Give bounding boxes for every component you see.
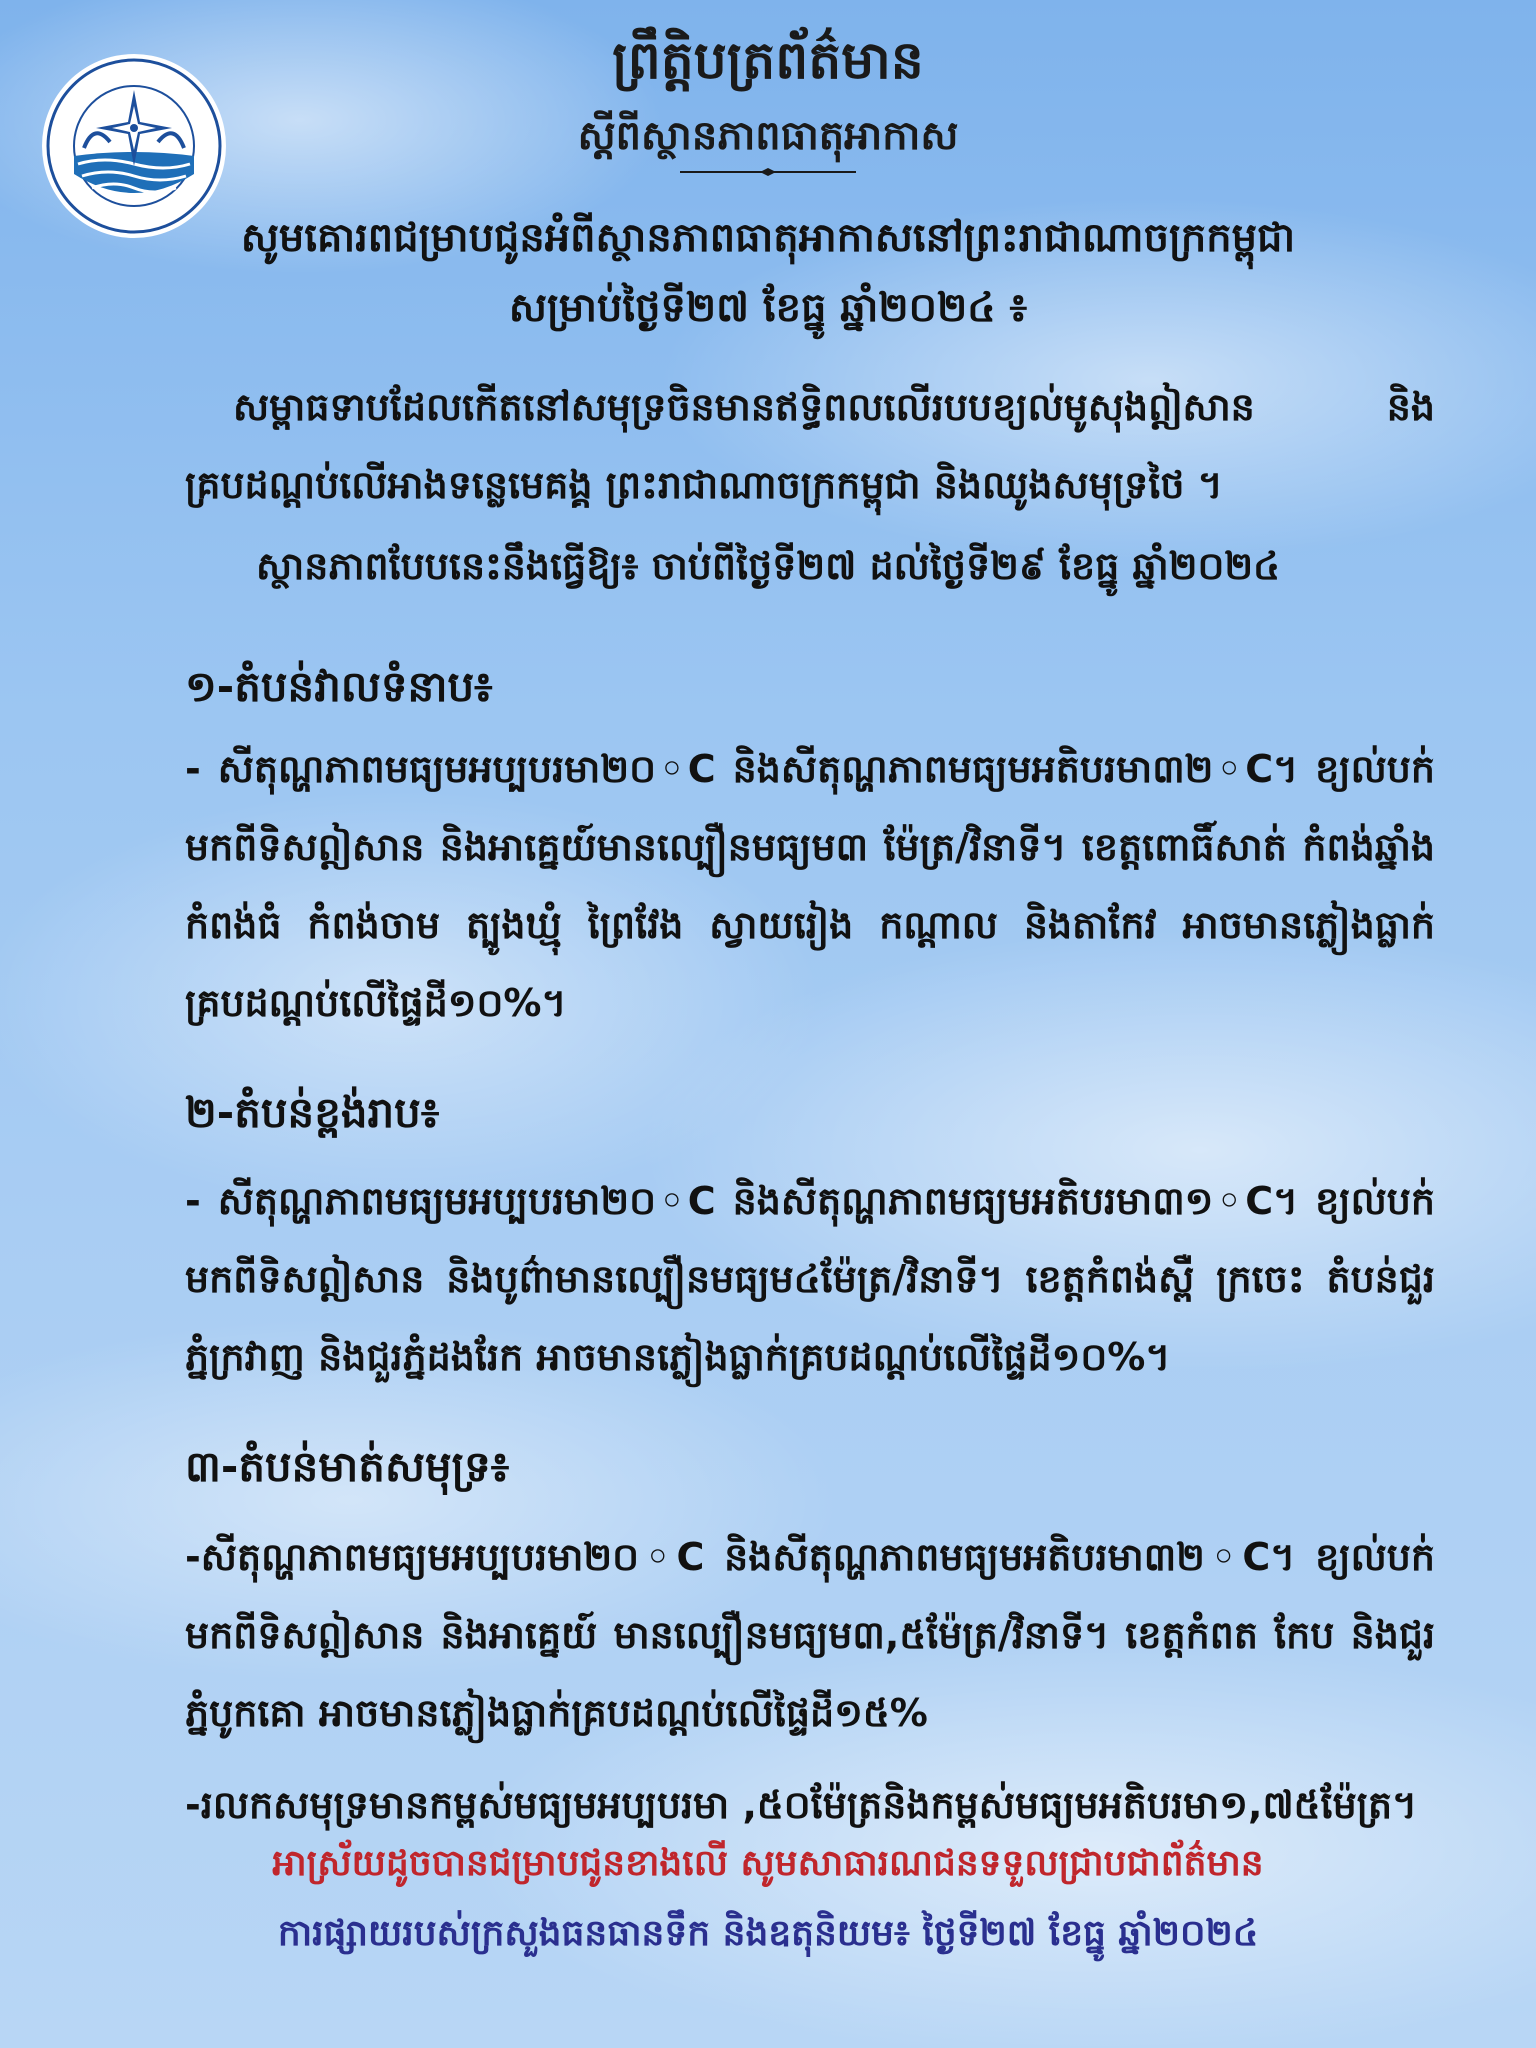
bulletin-subtitle: ស្ដីពីស្ថានភាពធាតុអាកាស (577, 113, 959, 159)
section-body-coastal: -សីតុណ្ហភាពមធ្យមអប្បបរមា២០◦C និងសីតុណ្ហភាពមធ្យមអតិបរមា៣២◦C។ ខ្យល់បក់មកពីទិសឦសាន និងអាគ្នេយ៍ មានល្បឿនមធ្យម៣,៥ម៉ែត្រ/វិនាទី។ ខេត្តកំពត កែប និងជួរភ្នំបូកគោ អាចមានភ្លៀងធ្លាក់គ្របដណ្តប់លើផ្ទៃដី១៥% (185, 1535, 1435, 1735)
section-heading-plateau: ២-តំបន់ខ្ពង់រាប៖ (185, 1088, 440, 1137)
forecast-period: ស្ថានភាពបែបនេះនឹងធ្វើឱ្យ៖ ចាប់ពីថ្ងៃទី២៧ ដល់ថ្ងៃទី២៩ ខែធ្នូ ឆ្នាំ២០២៤ (255, 544, 1281, 588)
section-heading-lowlands: ១-តំបន់វាលទំនាប៖ (185, 662, 493, 711)
public-notice: អាស្រ័យដូចបានជម្រាបជូនខាងលើ សូមសាធារណជនទទួលជ្រាបជាព័ត៌មាន (272, 1843, 1264, 1884)
section-body-plateau: - សីតុណ្ហភាពមធ្យមអប្បបរមា២០◦C និងសីតុណ្ហភាពមធ្យមអតិបរមា៣១◦C។ ខ្យល់បក់មកពីទិសឦសាន និងបូព៌ាមានល្បឿនមធ្យម៤ម៉ែត្រ/វិនាទី។ ខេត្តកំពង់ស្ពឺ ក្រចេះ តំបន់ជួរភ្នំក្រវាញ និងជួរភ្នំដងរែក អាចមានភ្លៀងធ្លាក់គ្របដណ្តប់លើផ្ទៃដី១០%។ (185, 1179, 1435, 1379)
intro-line-1: សូមគោរពជម្រាបជូនអំពីស្ថានភាពធាតុអាកាសនៅព្រះរាជាណាចក្រកម្ពុជា (240, 215, 1296, 261)
synoptic-summary: សម្ពាធទាបដែលកើតនៅសមុទ្រចិនមានឥទ្ធិពលលើរបបខ្យល់មូសុងឦសាន និងគ្របដណ្តប់លើអាងទន្លេមេគង្គ ព្រះរាជាណាចក្រកម្ពុជា និងឈូងសមុទ្រថៃ ។ (185, 385, 1435, 507)
section-heading-coastal: ៣-តំបន់មាត់សមុទ្រ៖ (185, 1442, 510, 1491)
section-waves-coastal: -រលកសមុទ្រមានកម្ពស់មធ្យមអប្បបរមា ,៥០ម៉ែត្រនិងកម្ពស់មធ្យមអតិបរមា១,៧៥ម៉ែត្រ។ (185, 1783, 1418, 1827)
intro-line-2: សម្រាប់ថ្ងៃទី២៧ ខែធ្នូ ឆ្នាំ២០២៤ ៖ (508, 285, 1028, 331)
section-body-lowlands: - សីតុណ្ហភាពមធ្យមអប្បបរមា២០◦C និងសីតុណ្ហភាពមធ្យមអតិបរមា៣២◦C។ ខ្យល់បក់មកពីទិសឦសាន និងអាគ្នេយ៍មានល្បឿនមធ្យម៣ ម៉ែត្រ/វិនាទី។ ខេត្តពោធិ៍សាត់ កំពង់ឆ្នាំង កំពង់ធំ កំពង់ចាម ត្បូងឃ្មុំ ព្រៃវែង ស្វាយរៀង កណ្ដាល និងតាកែវ អាចមានភ្លៀងធ្លាក់ គ្របដណ្តប់លើផ្ទៃដី១០%។ (185, 747, 1435, 1025)
title-divider (680, 168, 856, 176)
bulletin-title: ព្រឹត្តិបត្រព័ត៌មាន (612, 31, 924, 91)
issuer-line: ការផ្សាយរបស់ក្រសួងធនធានទឹក និងឧតុនិយម៖ ថ្ងៃទី២៧ ខែធ្នូ ឆ្នាំ២០២៤ (277, 1913, 1259, 1954)
